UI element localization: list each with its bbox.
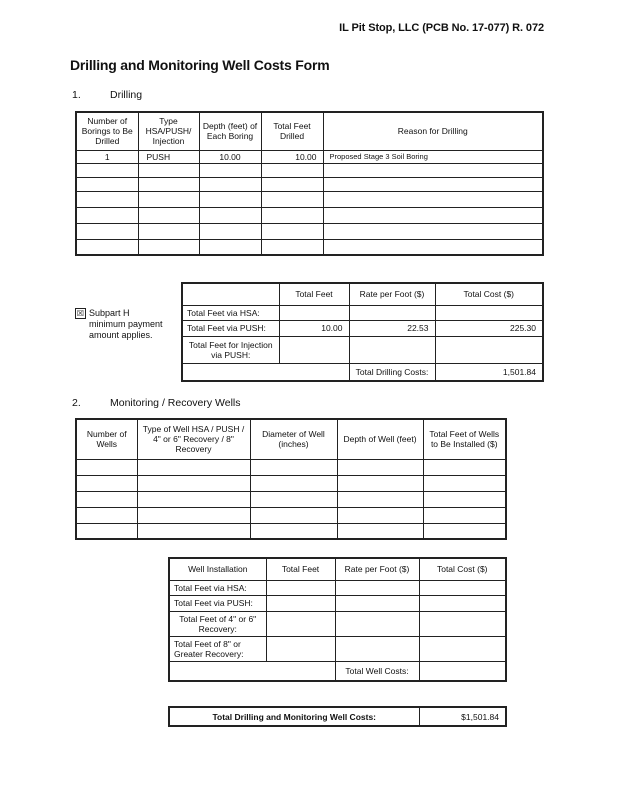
- section-label: Monitoring / Recovery Wells: [110, 397, 241, 409]
- table-cell[interactable]: [261, 191, 323, 207]
- table-cell[interactable]: [323, 177, 543, 191]
- table-cell[interactable]: [137, 475, 250, 491]
- form-title: Drilling and Monitoring Well Costs Form: [70, 57, 330, 73]
- total-well-costs-label: Total Well Costs:: [335, 661, 419, 681]
- table-cell[interactable]: [419, 611, 506, 636]
- table-row: [169, 636, 506, 661]
- table-cell[interactable]: [76, 523, 137, 539]
- table-cell[interactable]: [266, 611, 335, 636]
- table-cell[interactable]: [137, 523, 250, 539]
- table-cell[interactable]: [261, 163, 323, 177]
- table-cell[interactable]: [138, 223, 199, 239]
- table-cell[interactable]: 1: [76, 150, 138, 163]
- table-cell[interactable]: PUSH: [138, 150, 199, 163]
- table-cell[interactable]: [266, 636, 335, 661]
- table-cell[interactable]: [435, 305, 543, 320]
- table-cell[interactable]: [76, 459, 137, 475]
- total-row: [169, 707, 506, 726]
- checked-box-icon[interactable]: ☒: [76, 309, 85, 318]
- table-cell[interactable]: Proposed Stage 3 Soil Boring: [323, 150, 543, 163]
- table-cell[interactable]: [279, 336, 349, 363]
- table-cell[interactable]: [250, 523, 337, 539]
- table-cell[interactable]: [337, 507, 423, 523]
- table-row: [76, 523, 506, 539]
- table-cell[interactable]: [199, 207, 261, 223]
- table-cell[interactable]: [423, 475, 506, 491]
- table-cell[interactable]: [266, 595, 335, 611]
- row-label: Total Feet via PUSH:: [169, 595, 266, 611]
- section-number: 1.: [72, 89, 81, 101]
- table-cell[interactable]: [76, 207, 138, 223]
- section-1-heading: [72, 89, 142, 101]
- column-header: Number of Wells: [76, 419, 137, 459]
- total-drilling-costs-label: Total Drilling Costs:: [349, 363, 435, 381]
- row-label: Total Feet via HSA:: [182, 305, 279, 320]
- table-row: [182, 305, 543, 320]
- column-header: Type HSA/PUSH/ Injection: [138, 112, 199, 150]
- table-cell[interactable]: [76, 177, 138, 191]
- column-header: Number of Borings to Be Drilled: [76, 112, 138, 150]
- column-header: Total Feet of Wells to Be Installed ($): [423, 419, 506, 459]
- table-cell[interactable]: [76, 239, 138, 255]
- table-cell[interactable]: [137, 507, 250, 523]
- table-row: [76, 223, 543, 239]
- total-row: [182, 363, 543, 381]
- column-header: Reason for Drilling: [323, 112, 543, 150]
- table-header-row: [76, 419, 506, 459]
- table-cell[interactable]: [423, 507, 506, 523]
- column-header: Well Installation: [169, 558, 266, 580]
- table-cell[interactable]: [199, 191, 261, 207]
- column-header: Total Feet: [266, 558, 335, 580]
- column-header: Depth (feet) of Each Boring: [199, 112, 261, 150]
- table-cell[interactable]: [323, 191, 543, 207]
- table-cell[interactable]: [335, 636, 419, 661]
- table-cell[interactable]: [76, 163, 138, 177]
- table-cell[interactable]: [423, 459, 506, 475]
- drilling-cost-table: [181, 282, 544, 382]
- well-installation-table: [168, 557, 507, 682]
- table-cell[interactable]: [323, 207, 543, 223]
- table-row: [76, 207, 543, 223]
- table-cell[interactable]: [337, 475, 423, 491]
- drilling-table: [75, 111, 544, 256]
- table-row: [182, 320, 543, 336]
- subpart-h-checkbox[interactable]: [75, 308, 167, 341]
- table-cell[interactable]: [76, 491, 137, 507]
- table-header-row: [169, 558, 506, 580]
- table-cell[interactable]: [138, 239, 199, 255]
- table-row: [76, 507, 506, 523]
- table-cell[interactable]: [76, 191, 138, 207]
- table-cell[interactable]: [138, 163, 199, 177]
- table-cell[interactable]: [423, 523, 506, 539]
- table-cell[interactable]: [335, 611, 419, 636]
- table-row: [169, 611, 506, 636]
- total-row: [169, 661, 506, 681]
- table-cell[interactable]: [261, 239, 323, 255]
- section-2-heading: [72, 397, 241, 409]
- table-row: [76, 239, 543, 255]
- table-cell[interactable]: [199, 223, 261, 239]
- table-cell[interactable]: [349, 305, 435, 320]
- table-cell[interactable]: [250, 507, 337, 523]
- table-cell[interactable]: [137, 459, 250, 475]
- table-cell[interactable]: [419, 595, 506, 611]
- column-header: Diameter of Well (inches): [250, 419, 337, 459]
- column-header: Total Feet: [279, 283, 349, 305]
- table-cell[interactable]: [435, 336, 543, 363]
- table-cell[interactable]: [76, 507, 137, 523]
- table-cell[interactable]: [250, 491, 337, 507]
- table-cell[interactable]: [349, 336, 435, 363]
- column-header: [182, 283, 279, 305]
- table-cell[interactable]: [419, 580, 506, 595]
- table-cell[interactable]: [76, 223, 138, 239]
- table-cell[interactable]: [250, 459, 337, 475]
- table-cell[interactable]: [199, 239, 261, 255]
- table-cell[interactable]: 10.00: [279, 320, 349, 336]
- column-header: Rate per Foot ($): [335, 558, 419, 580]
- table-cell[interactable]: [199, 163, 261, 177]
- table-row: [169, 595, 506, 611]
- table-row: [182, 336, 543, 363]
- subpart-h-label: Subpart H minimum payment amount applies.: [89, 308, 163, 340]
- table-cell[interactable]: [337, 459, 423, 475]
- row-label: Total Feet via PUSH:: [182, 320, 279, 336]
- table-cell[interactable]: [138, 191, 199, 207]
- table-cell[interactable]: [335, 580, 419, 595]
- section-label: Drilling: [110, 89, 143, 101]
- section-number: 2.: [72, 397, 81, 409]
- table-cell[interactable]: [323, 163, 543, 177]
- table-cell[interactable]: [138, 207, 199, 223]
- table-cell[interactable]: [138, 177, 199, 191]
- table-row: [76, 177, 543, 191]
- column-header: Rate per Foot ($): [349, 283, 435, 305]
- table-cell[interactable]: [250, 475, 337, 491]
- table-cell[interactable]: [419, 636, 506, 661]
- table-cell[interactable]: [337, 491, 423, 507]
- row-label: Total Feet of 4" or 6" Recovery:: [169, 611, 266, 636]
- table-cell[interactable]: [335, 595, 419, 611]
- row-label: Total Feet for Injection via PUSH:: [182, 336, 279, 363]
- row-label: Total Feet via HSA:: [169, 580, 266, 595]
- table-cell[interactable]: [199, 177, 261, 191]
- table-row: [76, 191, 543, 207]
- table-row: [169, 580, 506, 595]
- wells-table: [75, 418, 507, 540]
- table-cell[interactable]: [323, 239, 543, 255]
- table-header-row: [76, 112, 543, 150]
- table-cell[interactable]: 10.00: [261, 150, 323, 163]
- table-cell[interactable]: 22.53: [349, 320, 435, 336]
- row-label: Total Feet of 8" or Greater Recovery:: [169, 636, 266, 661]
- document-header: IL Pit Stop, LLC (PCB No. 17-077) R. 072: [339, 22, 544, 34]
- table-cell[interactable]: [279, 305, 349, 320]
- table-cell[interactable]: [323, 223, 543, 239]
- column-header: Type of Well HSA / PUSH / 4" or 6" Recovery / 8" Recovery: [137, 419, 250, 459]
- grand-total-table: [168, 706, 507, 727]
- table-cell[interactable]: [261, 223, 323, 239]
- table-row: [76, 475, 506, 491]
- table-cell[interactable]: [337, 523, 423, 539]
- table-cell[interactable]: 225.30: [435, 320, 543, 336]
- total-well-costs-value[interactable]: [419, 661, 506, 681]
- table-cell[interactable]: [423, 491, 506, 507]
- table-row: [76, 150, 543, 163]
- table-cell[interactable]: [266, 580, 335, 595]
- column-header: Total Cost ($): [419, 558, 506, 580]
- table-cell[interactable]: 10.00: [199, 150, 261, 163]
- column-header: Total Cost ($): [435, 283, 543, 305]
- table-row: [76, 459, 506, 475]
- grand-total-label: Total Drilling and Monitoring Well Costs:: [169, 707, 419, 726]
- total-drilling-costs-value[interactable]: 1,501.84: [435, 363, 543, 381]
- table-cell[interactable]: [137, 491, 250, 507]
- column-header: Total Feet Drilled: [261, 112, 323, 150]
- table-cell[interactable]: [261, 177, 323, 191]
- grand-total-value[interactable]: $1,501.84: [419, 707, 506, 726]
- table-header-row: [182, 283, 543, 305]
- table-cell[interactable]: [76, 475, 137, 491]
- column-header: Depth of Well (feet): [337, 419, 423, 459]
- table-cell[interactable]: [261, 207, 323, 223]
- table-row: [76, 491, 506, 507]
- table-row: [76, 163, 543, 177]
